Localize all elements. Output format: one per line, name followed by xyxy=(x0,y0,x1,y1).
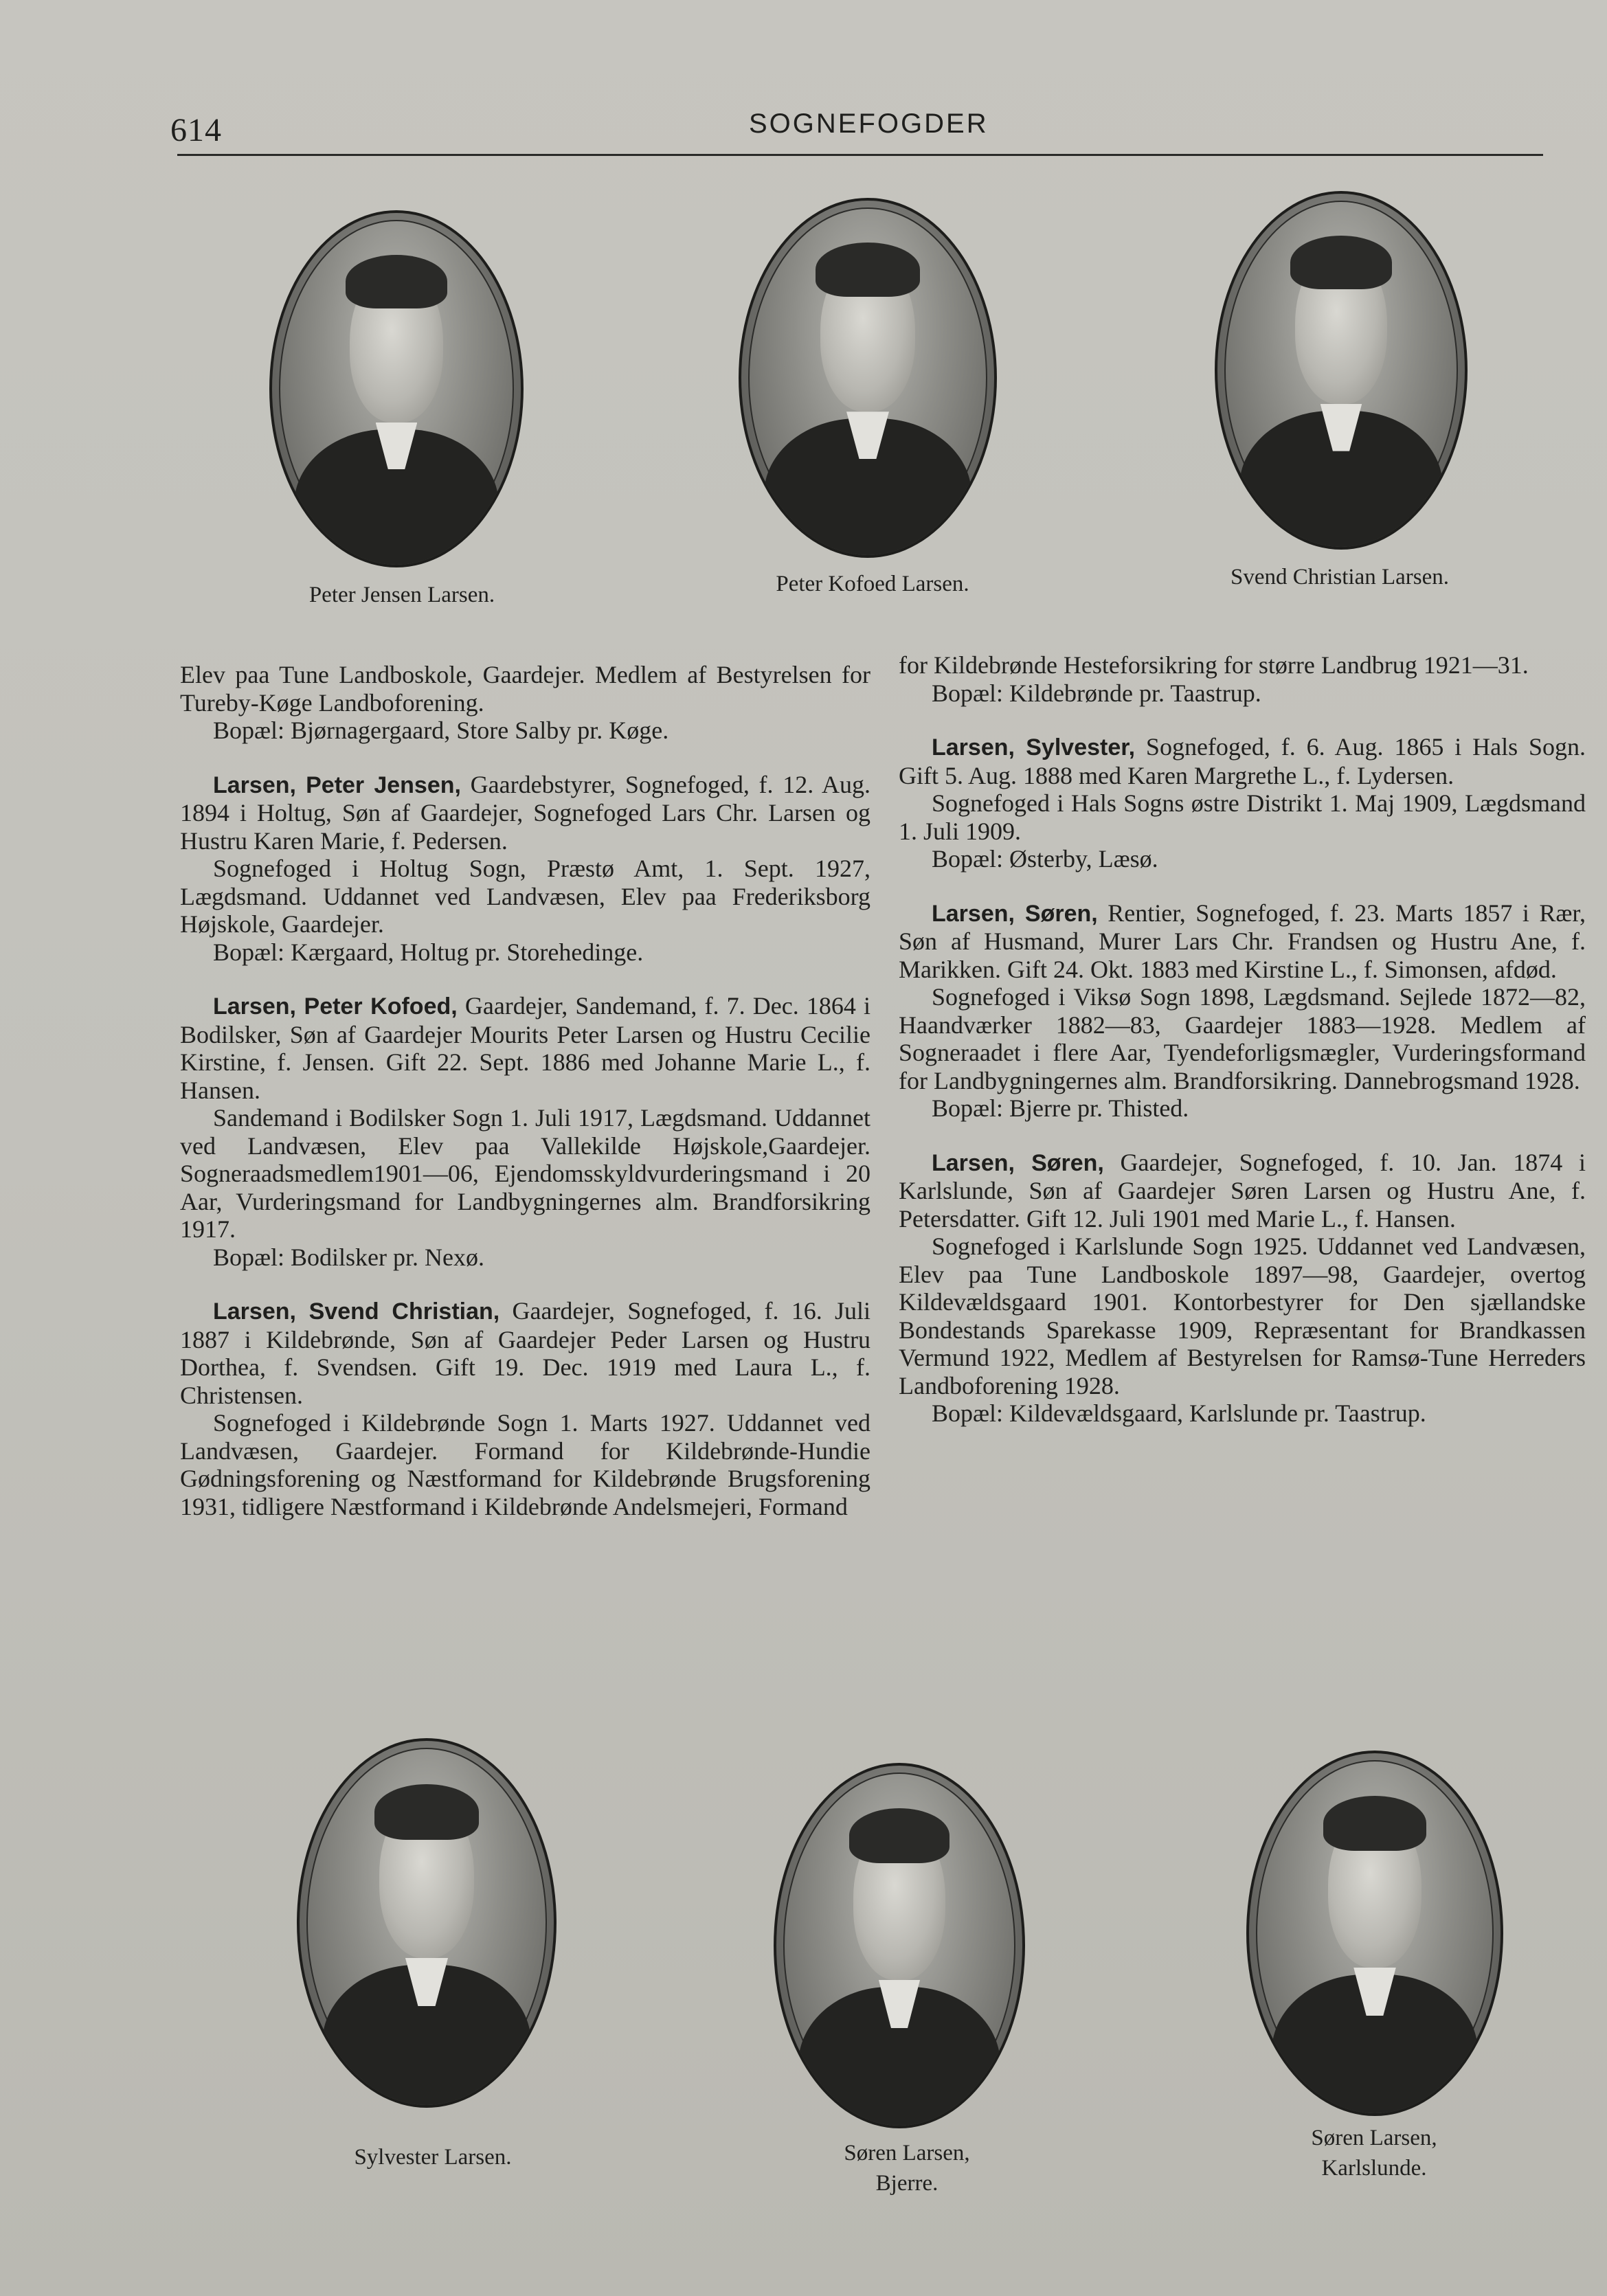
caption-peter-kofoed-larsen: Peter Kofoed Larsen. xyxy=(776,572,969,596)
left-text-column xyxy=(180,661,870,1520)
portrait-peter-kofoed-larsen xyxy=(739,198,997,558)
entry-soren-larsen-karlslunde: Larsen, Søren, Gaardejer, Sognefoged, f. 10. Jan. 1874 i Karlslunde, Søn af Gaardejer Søren Larsen og Hustru Ane, f. Petersdatter. Gift 12. Juli 1901 med Marie L., f. Hansen. xyxy=(899,1148,1586,1233)
caption-peter-jensen-larsen: Peter Jensen Larsen. xyxy=(308,583,495,607)
entry-peter-jensen-larsen: Larsen, Peter Jensen, Gaardebstyrer, Sognefoged, f. 12. Aug. 1894 i Holtug, Søn af Gaardejer, Sognefoged Lars Chr. Larsen og Hustru Karen Marie, f. Pedersen. xyxy=(180,770,870,855)
entry-peter-jensen-residence: Bopæl: Kærgaard, Holtug pr. Storehedinge. xyxy=(213,938,644,966)
caption-soren-larsen-bjerre: Søren Larsen, Bjerre. xyxy=(844,2141,970,2196)
entry-svend-christian-larsen: Larsen, Svend Christian, Gaardejer, Sognefoged, f. 16. Juli 1887 i Kildebrønde, Søn af Gaardejer Peder Larsen og Hustru Dorthea, f. Svendsen. Gift 19. Dec. 1919 med Laura L., f. Christensen. xyxy=(180,1297,870,1409)
entry-svend-christian-career: Sognefoged i Kildebrønde Sogn 1. Marts 1927. Uddannet ved Landvæsen, Gaardejer. Formand for Kildebrønde-Hundie Gødningsforening og Næstformand for Kildebrønde Brugsforening 1931, tidligere Næstformand i Kildebrønde Andelsmejeri, Formand xyxy=(180,1409,870,1520)
portrait-soren-larsen-bjerre xyxy=(774,1763,1025,2128)
portrait-peter-jensen-larsen xyxy=(269,210,524,567)
right-continued-text: for Kildebrønde Hesteforsikring for større Landbrug 1921—31. xyxy=(899,651,1529,679)
entry-peter-kofoed-residence: Bopæl: Bodilsker pr. Nexø. xyxy=(213,1243,484,1271)
entry-soren-bjerre-residence: Bopæl: Bjerre pr. Thisted. xyxy=(932,1094,1189,1122)
entry-peter-kofoed-larsen: Larsen, Peter Kofoed, Gaardejer, Sandemand, f. 7. Dec. 1864 i Bodilsker, Søn af Gaardejer Mourits Peter Larsen og Hustru Cecilie Kirstine, f. Jensen. Gift 22. Sept. 1886 med Johanne Marie L., f. Hansen. xyxy=(180,992,871,1104)
entry-soren-bjerre-career: Sognefoged i Viksø Sogn 1898, Lægdsmand. Sejlede 1872—82, Haandværker 1882—83, Gaardejer 1883—1928. Medlem af Sogneraadet i flere Aar, Tyendeforligsmægler, Vurderingsformand for Landbygningernes alm. Brandforsikring. Dannebrogsmand 1928. xyxy=(899,983,1586,1094)
entry-sylvester-career: Sognefoged i Hals Sogns østre Distrikt 1. Maj 1909, Lægdsmand 1. Juli 1909. xyxy=(899,789,1586,845)
right-continued-residence: Bopæl: Kildebrønde pr. Taastrup. xyxy=(932,679,1261,707)
page-header-title: SOGNEFOGDER xyxy=(749,109,989,139)
page-number: 614 xyxy=(170,112,222,148)
header-rule xyxy=(177,154,1543,156)
portrait-svend-christian-larsen xyxy=(1215,191,1468,550)
caption-soren-larsen-karlslunde: Søren Larsen, Karlslunde. xyxy=(1311,2126,1437,2181)
portrait-sylvester-larsen xyxy=(297,1738,557,2108)
entry-peter-kofoed-career: Sandemand i Bodilsker Sogn 1. Juli 1917, Lægdsmand. Uddannet ved Landvæsen, Elev paa Vallekilde Højskole,Gaardejer. Sogneraadsmedlem1901—06, Ejendomsskyldvurderingsmand i 20 Aar, Vurderingsmand for Landbygningernes alm. Brandforsikring 1917. xyxy=(180,1104,870,1243)
caption-sylvester-larsen: Sylvester Larsen. xyxy=(354,2145,512,2170)
left-continued-text: Elev paa Tune Landboskole, Gaardejer. Medlem af Bestyrelsen for Tureby-Køge Landboforening. xyxy=(180,661,870,717)
entry-sylvester-residence: Bopæl: Østerby, Læsø. xyxy=(932,845,1158,873)
entry-soren-karlslunde-career: Sognefoged i Karlslunde Sogn 1925. Uddannet ved Landvæsen, Elev paa Tune Landboskole 1897—98, Gaardejer, overtog Kildevældsgaard 1901. Kontorbestyrer for Den sjællandske Bondestands Sparekasse 1909, Repræsentant for Brandkassen Vermund 1922, Medlem af Bestyrelsen for Ramsø-Tune Herreders Landboforening 1928. xyxy=(899,1233,1586,1399)
right-text-column xyxy=(899,651,1586,1428)
portrait-soren-larsen-karlslunde xyxy=(1246,1751,1503,2116)
entry-soren-karlslunde-residence: Bopæl: Kildevældsgaard, Karlslunde pr. Taastrup. xyxy=(932,1399,1426,1427)
entry-peter-jensen-career: Sognefoged i Holtug Sogn, Præstø Amt, 1. Sept. 1927, Lægdsmand. Uddannet ved Landvæsen, Elev paa Frederiksborg Højskole, Gaardejer. xyxy=(180,855,870,938)
left-continued-residence: Bopæl: Bjørnagergaard, Store Salby pr. Køge. xyxy=(213,717,669,744)
caption-svend-christian-larsen: Svend Christian Larsen. xyxy=(1230,565,1450,589)
entry-sylvester-larsen: Larsen, Sylvester, Sognefoged, f. 6. Aug. 1865 i Hals Sogn. Gift 5. Aug. 1888 med Karen Margrethe L., f. Lydersen. xyxy=(899,733,1586,789)
entry-soren-larsen-bjerre: Larsen, Søren, Rentier, Sognefoged, f. 23. Marts 1857 i Rær, Søn af Husmand, Murer Lars Chr. Frandsen og Hustru Ane, f. Marikken. Gift 24. Okt. 1883 med Kirstine L., f. Simonsen, afdød. xyxy=(899,899,1586,983)
